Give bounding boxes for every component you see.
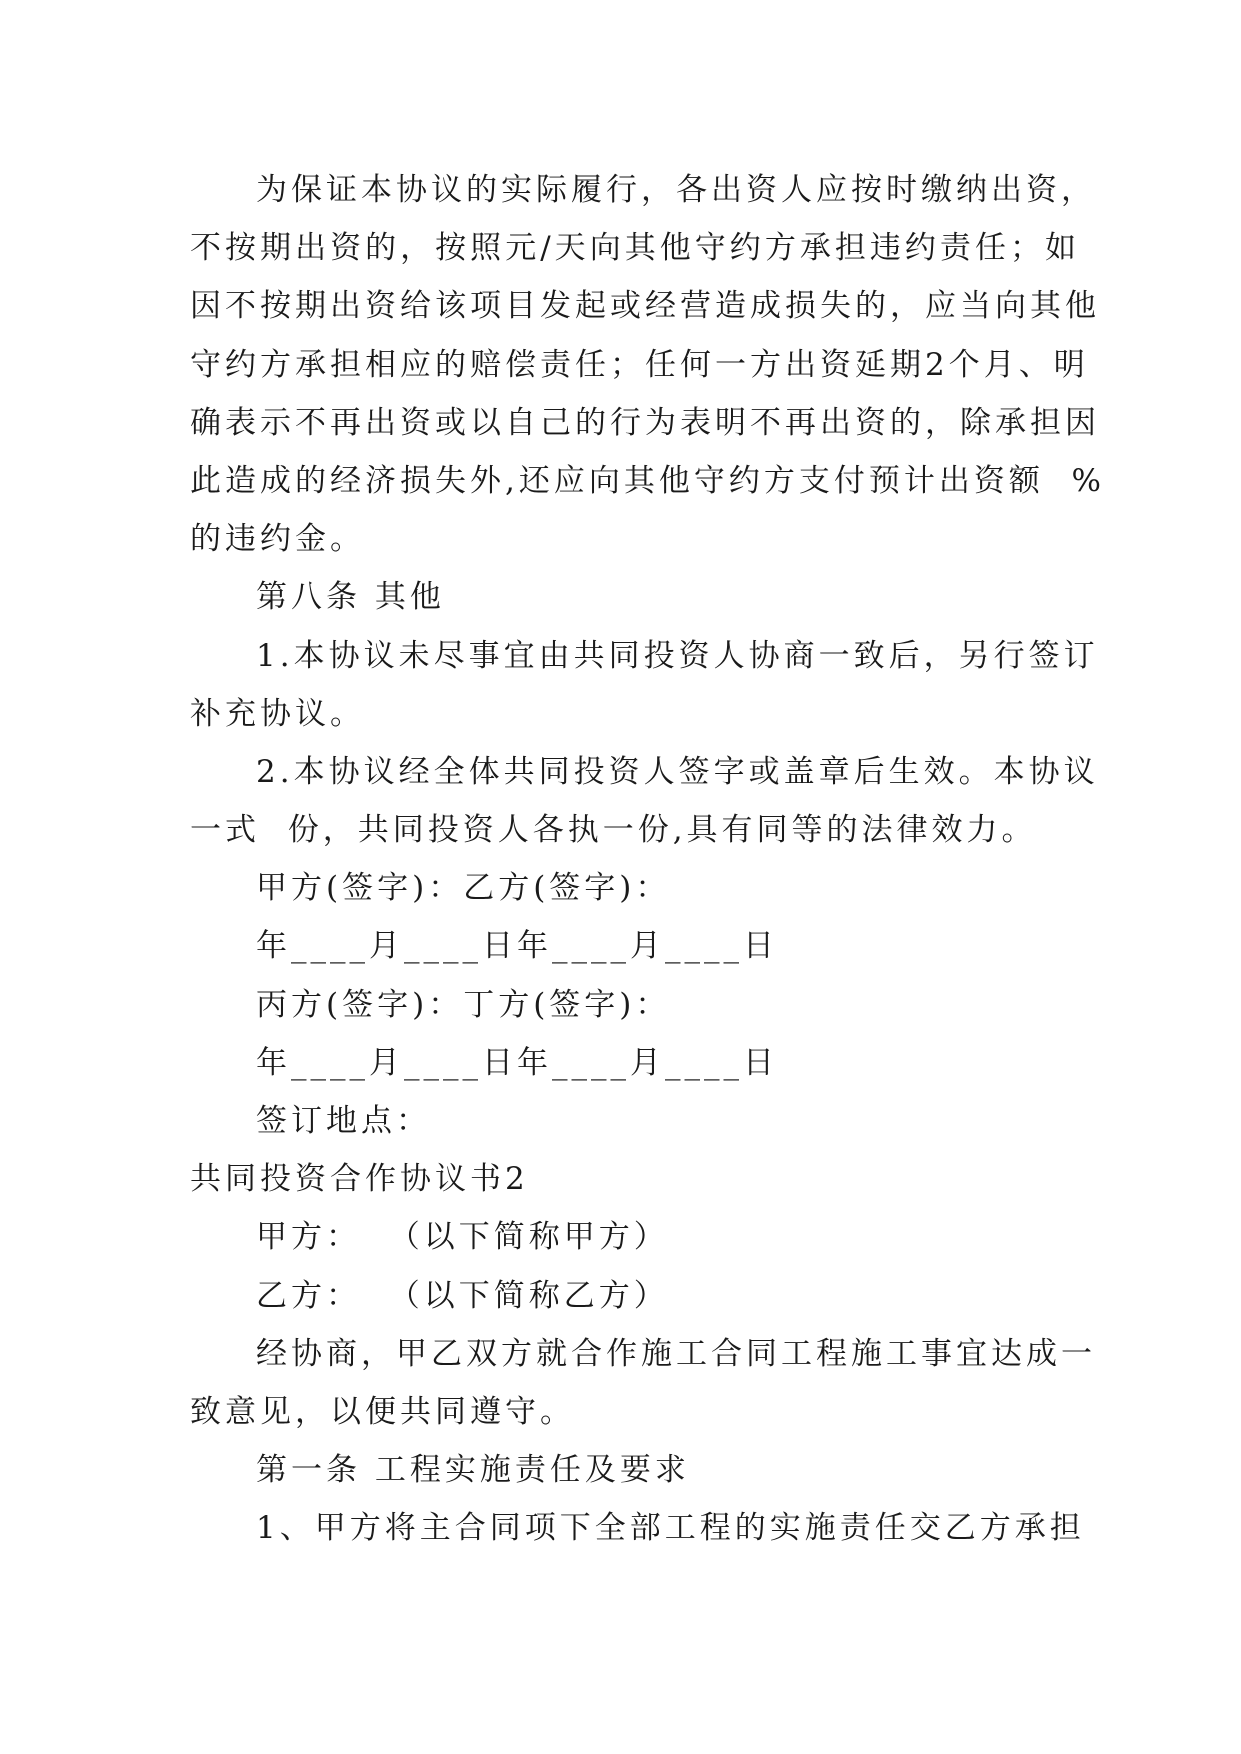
paragraph-line: 一式 份，共同投资人各执一份,具有同等的法律效力。 [190,812,1037,849]
date-line: 年____月____日年____月____日 [256,1044,778,1081]
paragraph-line: 不按期出资的，按照元/天向其他守约方承担违约责任；如 [190,230,1080,267]
paragraph-line: 2.本协议经全体共同投资人签字或盖章后生效。本协议 [256,753,1099,790]
paragraph-line: 的违约金。 [190,521,365,558]
paragraph-line: 1.本协议未尽事宜由共同投资人协商一致后，另行签订 [256,637,1099,674]
date-line: 年____月____日年____月____日 [256,928,778,965]
signature-line: 甲方(签字)：乙方(签字)： [256,870,671,907]
signing-location: 签订地点： [256,1103,431,1139]
paragraph-line: 因不按期出资给该项目发起或经营造成损失的，应当向其他 [190,288,1100,325]
paragraph-line: 1、甲方将主合同项下全部工程的实施责任交乙方承担 [256,1510,1085,1547]
paragraph-line: 补充协议。 [190,695,365,732]
paragraph-line: 致意见，以便共同遵守。 [190,1393,575,1430]
paragraph-line: 为保证本协议的实际履行，各出资人应按时缴纳出资， [256,172,1096,208]
document-title: 共同投资合作协议书2 [190,1161,529,1198]
party-line: 乙方： （以下简称乙方） [256,1277,669,1314]
section-heading: 第八条 其他 [256,579,445,616]
party-line: 甲方： （以下简称甲方） [256,1219,669,1256]
paragraph-line: 经协商，甲乙双方就合作施工合同工程施工事宜达成一 [256,1335,1096,1372]
section-heading: 第一条 工程实施责任及要求 [256,1452,690,1489]
paragraph-line: 此造成的经济损失外,还应向其他守约方支付预计出资额 % [190,462,1106,499]
paragraph-line: 确表示不再出资或以自己的行为表明不再出资的，除承担因 [190,404,1100,441]
paragraph-line: 守约方承担相应的赔偿责任；任何一方出资延期2个月、明 [190,346,1089,383]
signature-line: 丙方(签字)：丁方(签字)： [256,986,671,1023]
document-body [190,161,1106,1558]
